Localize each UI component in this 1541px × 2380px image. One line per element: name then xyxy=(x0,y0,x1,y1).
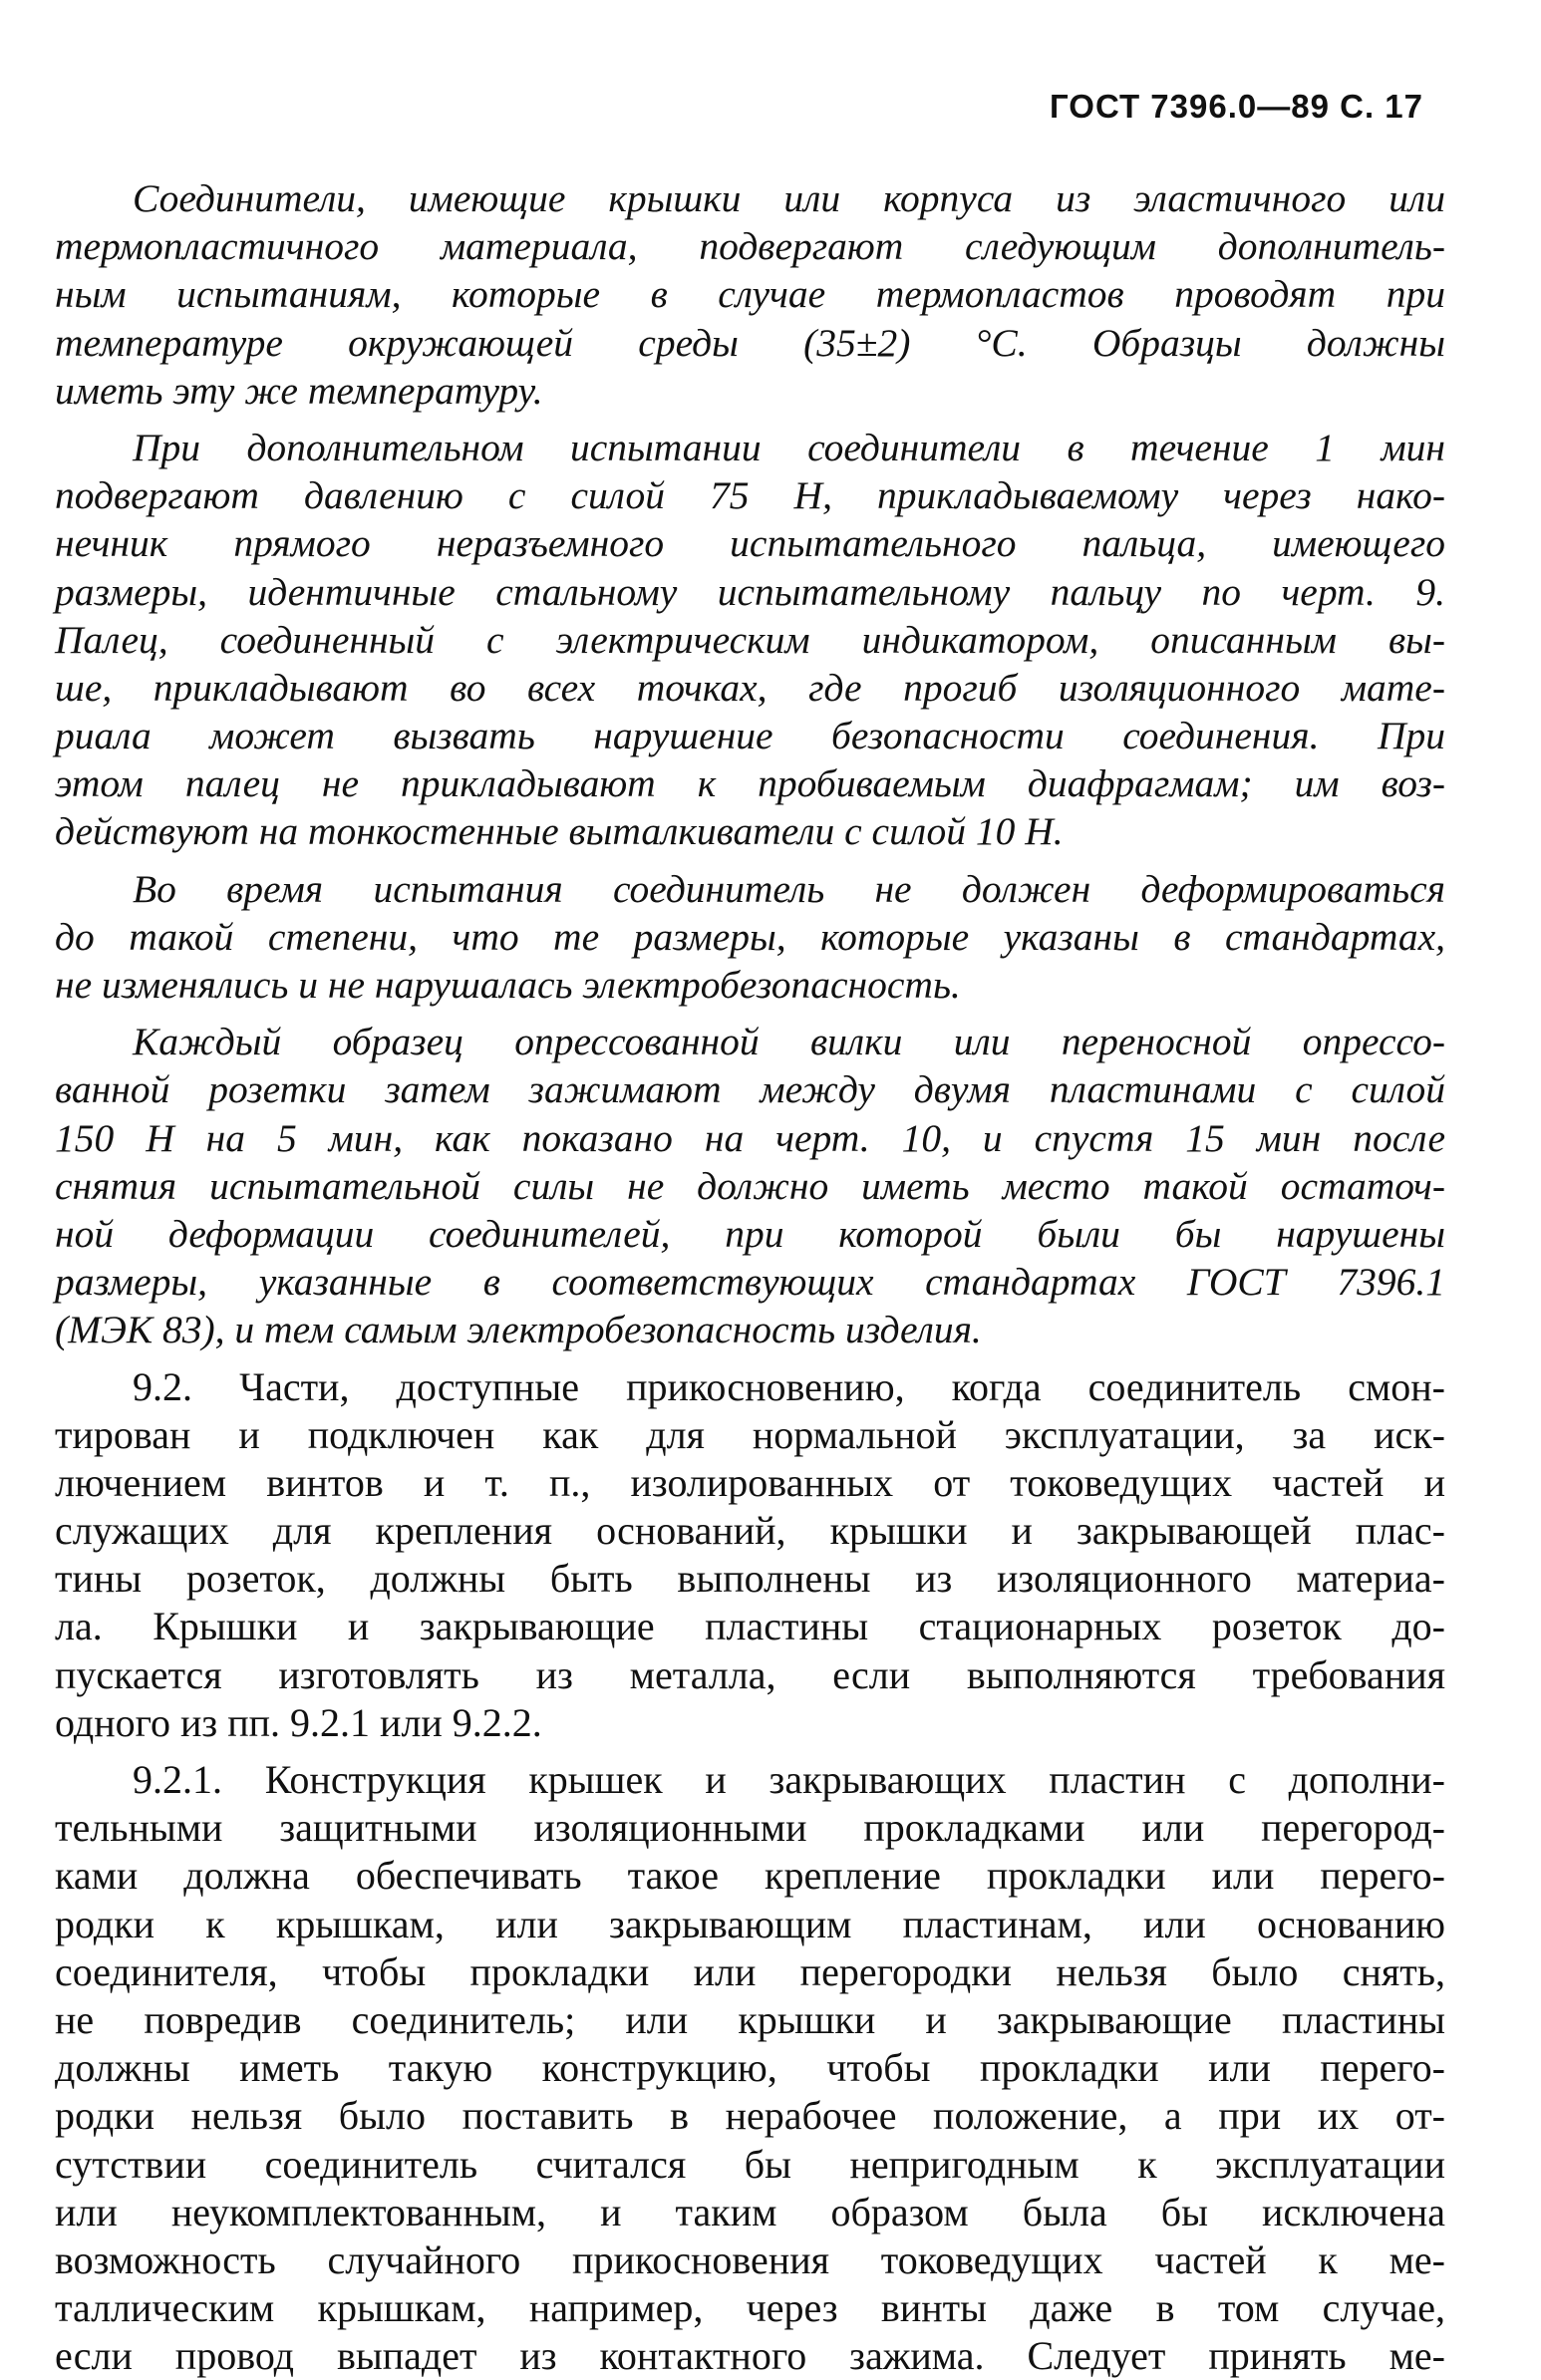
text-line: Палец, соединенный с электрическим индикатором, описанным вы- xyxy=(55,617,1445,662)
paragraph-9-2 xyxy=(55,1363,1445,1748)
text-line: если провод выпадет из контактного зажима. Следует принять ме- xyxy=(55,2333,1445,2379)
text-line: 150 Н на 5 мин, как показано на черт. 10, и спустя 15 мин после xyxy=(55,1115,1445,1160)
text-line: соединителя, чтобы прокладки или перегородки нельзя было снять, xyxy=(55,1948,1445,1994)
text-line: служащих для крепления оснований, крышки и закрывающей плас- xyxy=(55,1508,1445,1554)
text-line: возможность случайного прикосновения токоведущих частей к ме- xyxy=(55,2236,1445,2282)
paragraph-4 xyxy=(55,1018,1445,1353)
paragraph-9-2-1 xyxy=(55,1756,1445,2380)
text-line: размеры, идентичные стальному испытательному пальцу по черт. 9. xyxy=(55,569,1445,614)
text-line: (МЭК 83), и тем самым электробезопасность изделия. xyxy=(55,1308,982,1352)
text-line: температуре окружающей среды (35±2) °С. Образцы должны xyxy=(55,320,1445,365)
text-line: пускается изготовлять из металла, если выполняются требования xyxy=(55,1651,1445,1697)
text-line: тирован и подключен как для нормальной эксплуатации, за иск- xyxy=(55,1411,1445,1457)
text-line: таллическим крышкам, например, через винты даже в том случае, xyxy=(55,2285,1445,2331)
text-line: не повредив соединитель; или крышки и закрывающие пластины xyxy=(55,1996,1445,2042)
text-line: должны иметь такую конструкцию, чтобы прокладки или перего- xyxy=(55,2045,1445,2091)
text-line: снятия испытательной силы не должно иметь место такой остаточ- xyxy=(55,1163,1445,1208)
text-line: ше, прикладывают во всех точках, где прогиб изоляционного мате- xyxy=(55,665,1445,710)
text-line: ками должна обеспечивать такое крепление прокладки или перего- xyxy=(55,1853,1445,1899)
text-line: этом палец не прикладывают к пробиваемым диафрагмам; им воз- xyxy=(55,761,1445,806)
text-line: риала может вызвать нарушение безопасности соединения. При xyxy=(55,714,1445,758)
text-line: ванной розетки затем зажимают между двумя пластинами с силой xyxy=(55,1067,1445,1112)
text-line: 9.2. Части, доступные прикосновению, когда соединитель смон- xyxy=(133,1363,1445,1409)
text-line: родки к крышкам, или закрывающим пластинам, или основанию xyxy=(55,1901,1445,1946)
text-line: сутствии соединитель считался бы непригодным к эксплуатации xyxy=(55,2141,1445,2187)
text-line: размеры, указанные в соответствующих стандартах ГОСТ 7396.1 xyxy=(55,1260,1445,1305)
text-line: иметь эту же температуру. xyxy=(55,368,543,413)
paragraph-2 xyxy=(55,424,1445,856)
text-line: Соединители, имеющие крышки или корпуса из эластичного или xyxy=(133,176,1445,220)
text-line: Каждый образец опрессованной вилки или переносной опрессо- xyxy=(133,1020,1445,1064)
text-line: При дополнительном испытании соединители в течение 1 мин xyxy=(133,425,1445,469)
text-line: тины розеток, должны быть выполнены из изоляционного материа- xyxy=(55,1556,1445,1602)
text-line: подвергают давлению с силой 75 Н, прикладываемому через нако- xyxy=(55,473,1445,518)
text-line: нечник прямого неразъемного испытательного пальца, имеющего xyxy=(55,521,1445,566)
text-line: ным испытаниям, которые в случае термопластов проводят при xyxy=(55,272,1445,317)
text-line: ной деформации соединителей, при которой были бы нарушены xyxy=(55,1211,1445,1256)
text-line: одного из пп. 9.2.1 или 9.2.2. xyxy=(55,1699,542,1745)
text-line: родки нельзя было поставить в нерабочее положение, а при их от- xyxy=(55,2093,1445,2139)
text-line: термопластичного материала, подвергают следующим дополнитель- xyxy=(55,224,1445,269)
text-line: тельными защитными изоляционными прокладками или перегород- xyxy=(55,1805,1445,1851)
text-line: действуют на тонкостенные выталкиватели с силой 10 Н. xyxy=(55,809,1064,854)
text-line: лючением винтов и т. п., изолированных от токоведущих частей и xyxy=(55,1459,1445,1505)
text-line: не изменялись и не нарушалась электробезопасность. xyxy=(55,963,961,1007)
paragraph-3 xyxy=(55,865,1445,1010)
text-line: ла. Крышки и закрывающие пластины стационарных розеток до- xyxy=(55,1604,1445,1649)
text-line: или неукомплектованным, и таким образом была бы исключена xyxy=(55,2189,1445,2234)
text-line: Во время испытания соединитель не должен деформироваться xyxy=(133,866,1445,911)
page-header: ГОСТ 7396.0—89 С. 17 xyxy=(1050,88,1423,125)
text-line: 9.2.1. Конструкция крышек и закрывающих пластин с дополни- xyxy=(133,1757,1445,1802)
document-body xyxy=(55,174,1445,2380)
text-line: до такой степени, что те размеры, которые указаны в стандартах, xyxy=(55,914,1445,959)
paragraph-1 xyxy=(55,174,1445,415)
